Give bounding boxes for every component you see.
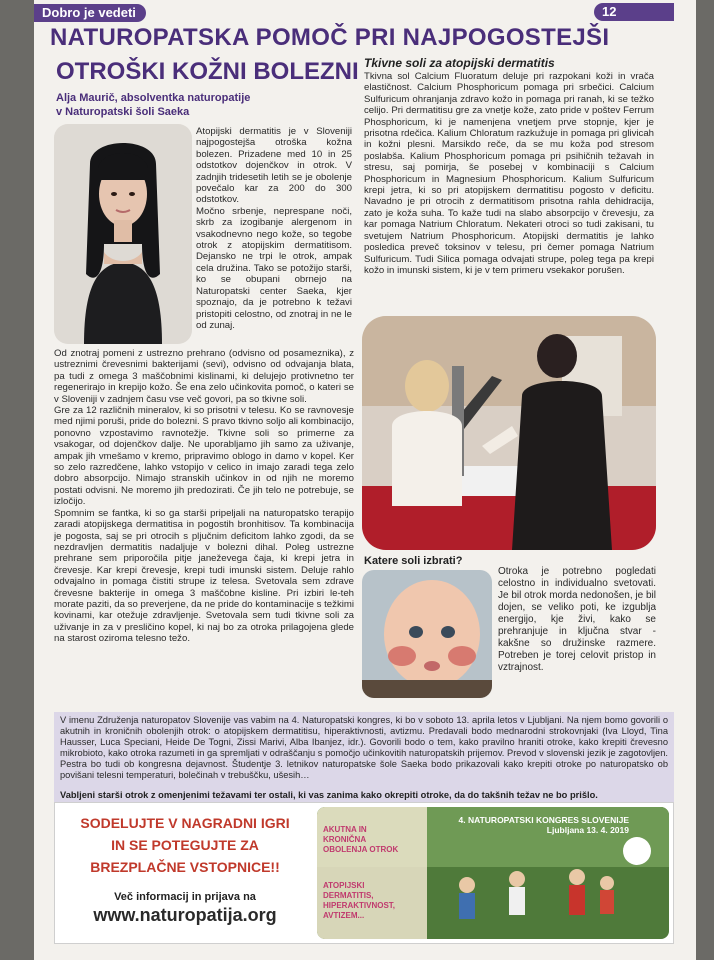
promo-line1: SODELUJTE V NAGRADNI IGRI — [80, 815, 290, 831]
paragraph: Spomnim se fantka, ki so ga starši pripeljali na naturopatsko terapijo zaradi atopijskega dermatitisa in pogostih bronhitisov. Ta kombinacija je pogosta, saj se pri otrocih s pljučnim deficitom lahko zgodi, da se nezdravljen dermatitis nadaljuje v bolezni dihal. Poleg ustrezne prehrane sem priporočila pitje janeževega čaja, ki krepi jetra in črevesje. Kar krepi črevesje, krepi tudi imunski sistem. Deluje rahlo odvajalno in pomaga čistiti strupe iz telesa. Svetovala sem zdrave črevesne bakterije in omega 3 maščobne kisline. Pri izbiri le-teh morate paziti, da so preverjene, da ne pride do kontaminacije s težkimi kovinami, kar otežuje zdravljenje. Svetovala sem tudi tkivne soli za uživanje in za v presličino kopel, ki naj bo za otroka prilagojena glede na starost oziroma telesno težo. — [54, 507, 354, 645]
magazine-page — [34, 0, 696, 960]
promo-info: Več informacij in prijava na — [114, 891, 256, 903]
prize-game-promo — [54, 802, 674, 944]
congress-topics — [323, 881, 395, 921]
paragraph: Atopijski dermatitis je v Sloveniji najpogostejša otroška kožna bolezen. Prizadene med 10 in 25 odstotkov dojenčkov in otrok. V zadnjih tridesetih letih se je obolenje povečalo kar za 200 do 300 odstotkov. — [196, 126, 352, 206]
author-name: Alja Maurič, absolventka naturopatije — [56, 92, 251, 104]
page-number: 12 — [594, 3, 674, 21]
author-photo — [54, 124, 192, 344]
theme-line: KRONIČNA — [323, 835, 367, 844]
paragraph: Od znotraj pomeni z ustrezno prehrano (odvisno od posameznika), z ustreznimi črevesnimi bakterijami (sevi), odvisno od odvajanja blata, pa tudi z omega 3 maščobnimi kislinami, ki delujejo protivnetno ter regenerirajo in krepijo kožo. Še ena zelo učinkovita pomoč, o kateri se v Sloveniji v zadnjem času vse več govori, pa so tkivne soli. — [54, 348, 354, 405]
topic-line: AVTIZEM... — [323, 911, 365, 920]
congress-announcement — [54, 712, 674, 802]
topic-line: ATOPIJSKI — [323, 881, 365, 890]
holistic-paragraph: Otroka je potrebno pogledati celostno in individualno svetovati. Je bil otrok morda nedonošen, je bil dojen, se veliko poti, ke izgublja energijo, kje živi, kako se prehranjuje in ključna stvar - kakšne so družinske razmere. Potreben je torej celovit pristop in vztrajnost. — [498, 566, 656, 673]
congress-theme — [323, 825, 398, 855]
congress-banner — [317, 807, 669, 939]
promo-line2: IN SE POTEGUJTE ZA — [111, 837, 259, 853]
promo-line3: BREZPLAČNE VSTOPNICE!! — [90, 859, 280, 875]
announcement-text: V imenu Združenja naturopatov Slovenije vas vabim na 4. Naturopatski kongres, ki bo v soboto 13. aprila letos v Ljubljani. Na njem bomo govorili o akutnih in kroničnih obolenjih otrok: o atopijskem dermatitisu, hiperaktivnosti, avtizmu. Predavali bodo mednarodni strokovnjaki (Iva Lloyd, Tina Hausser, Luca Speciani, Heide De Togni, Zissi Marivi, Alba Ibanjez, idr.). Govorili bodo o tem, kako pravilno hraniti otroke, kako krepiti črevesno mikrobioto, kako otroka razumeti in ga spremljati v odraščanju s pomočjo učinkovitih naturopatskih prijemov. Prevod v slovenski jezik je zagotovljen. Pestra bo tudi ob kongresna dejavnost. Študentje 3. letnikov naturopatske šole Saeka bodo prikazovali kako krepiti otroke po naturopatsko ob povišani telesni temperaturi, bolečinah v trebuščku, ušesih… — [60, 715, 668, 780]
congress-date: Ljubljana 13. 4. 2019 — [546, 825, 629, 835]
baby-photo — [362, 570, 492, 698]
intro-paragraph-block — [196, 126, 352, 348]
promo-url-link[interactable]: www.naturopatija.org — [93, 905, 277, 925]
topic-line: DERMATITIS, — [323, 891, 374, 900]
section-caption: Katere soli izbrati? — [364, 555, 463, 567]
announcement-invite: Vabljeni starši otrok z omenjenimi težavami ter ostali, ki vas zanima kako okrepiti otroke, da do takšnih težav ne bo prišlo. — [60, 790, 598, 800]
theme-line: OBOLENJA OTROK — [323, 845, 399, 854]
section-tag: Dobro je vedeti — [34, 4, 146, 22]
congress-title: 4. NATUROPATSKI KONGRES SLOVENIJE — [458, 815, 629, 825]
author-school: v Naturopatski šoli Saeka — [56, 106, 190, 118]
article-title-line2: OTROŠKI KOŽNI BOLEZNI — [56, 58, 359, 85]
topic-line: HIPERAKTIVNOST, — [323, 901, 396, 910]
subheading: Tkivne soli za atopijski dermatitis — [364, 56, 555, 70]
article-title-line1: NATUROPATSKA POMOČ PRI NAJPOGOSTEJŠI — [50, 24, 610, 51]
paragraph: Močno srbenje, neprespane noči, skrb za izogibanje alergenom in vsakodnevno nego kože, so tegobe otrok z atopijskim dermatitisom. Dejansko ne trpi le otrok, ampak cela družina. Tako se potožijo starši, ko se obupani obrnejo na Naturopatski center Saeka, kjer spoznajo, da je potrebno k težavi pristopiti celostno, od znotraj in ne le od zunaj. — [196, 205, 352, 331]
paragraph: Gre za 12 različnih mineralov, ki so prisotni v telesu. Ko se ravnovesje med njimi poruši, pride do bolezni. S pravo tkivno soljo ali kombinacijo, ponovno vzpostavimo ravnotežje. Tkivne soli so primerne za vsakogar, od dojenčkov dalje. Ne uporabljamo jih samo za uživanje, ampak jih vmešamo v kremo, pripravimo oblogo in damo v kopel. Ker so zelo razredčene, lahko vstopijo v celico in imajo zaradi tega zelo dobro absorpcijo. Nimajo stranskih učinkov in od njih ne moremo postati odvisni. Ne moremo jih predozirati. Če jih telo ne potrebuje, se izločijo. — [54, 405, 354, 508]
eye-exam-photo — [362, 316, 656, 550]
theme-line: AKUTNA IN — [323, 825, 367, 834]
body-paragraph-block — [54, 348, 354, 708]
salts-paragraph: Tkivna sol Calcium Fluoratum deluje pri razpokani koži in vrača elastičnost. Calcium Phosphoricum pomaga pri srbečici. Calcium Sulfuricum ohranjanja zdravo kožo in pomaga pri ranah, ki se težko celijo. Pri dermatitisu gre za vnetje kože, zato pride v poštev Ferrum Phosphoricum, ki je namenjena vnetjem prve stopnje, kjer je prisotna rdečica. Kalium Chloratum razkužuje in pomaga pri glivicah in kožni plesni. Marsikdo reče, da se mu koža pod stresom poslabša. Kalium Phosphoricum pomaga pri psihičnih težavah in stresu, saj pomirja, še posebej v kombinaciji s Calcium Phosphoricum in Magnesium Phosphoricum. Kalium Sulfuricum krepi jetra, ki so pri atopijskem dermatitisu pogosto v deficitu. Navadno je pri otrocih z dermatitisom prisotna rahla dehidracija, zato je koža suha. To kaže tudi na slabo absorpcijo v črevesju, za kar pomaga Natrium Chloratum. Nekateri otroci so tudi zakisani, tu svetujem Natrium Phosphoricum. Atopijski dermatitis je lahko posledica preveč toksinov v telesu, pri čemer pomaga Natrium Sulfuricum. Tudi Silica pomaga odvajati strupe, poleg tega pa krepi kožo in imunski sistem, ki je v tem primeru vsekakor porušen. — [364, 71, 654, 276]
congress-heading — [459, 815, 630, 835]
